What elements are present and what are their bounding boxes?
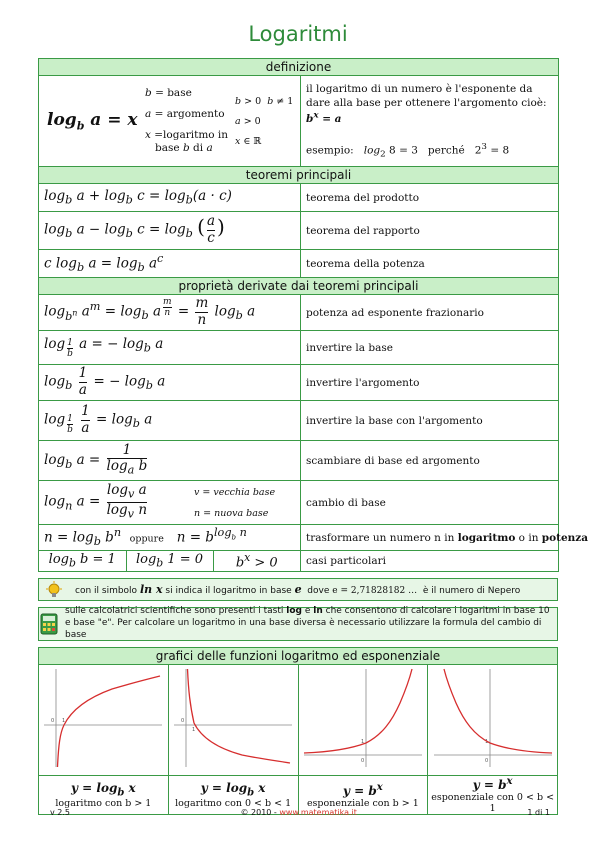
- axis-zero-label: 0: [181, 718, 185, 724]
- property-transform-desc: trasformare un numero n in logaritmo o in potenza: [301, 525, 559, 551]
- graph-exp-b-lt-1: [428, 665, 558, 776]
- axis-one-label: 1: [192, 727, 196, 733]
- theorem-product-formula: $\log_b a + \log_b c = \log_b(a \cdot c)$: [39, 184, 301, 212]
- property-swap-formula: $\log_b a$ = $\frac{1}{\log_a b}$: [39, 441, 301, 481]
- page-title: Logaritmi: [248, 22, 348, 46]
- special-case-3: $b^x > 0$: [235, 551, 278, 571]
- note-calculator: sulle calcolatrici scientifiche sono presenti i tasti log e ln che consentono di calcolare i logaritmi in base 10 e base "e". Per calcolare un logaritmo in una base diversa è necessario utilizzare la formula del cambio di base: [38, 607, 558, 641]
- property-fractional-formula: $\log_{b^n} a^m = \log_b a$ $^{\frac{m}{n}}$ = $\frac{m}{n}$ $\log_b a$: [39, 295, 301, 331]
- graph-log-b-gt-1: [39, 665, 169, 776]
- axis-one-label: 1: [360, 739, 365, 745]
- property-change-base-desc: cambio di base: [301, 481, 559, 525]
- property-invert-both-desc: invertire la base con l'argomento: [301, 401, 559, 441]
- theorem-power-desc: teorema della potenza: [301, 250, 559, 278]
- log-curve-increasing: [58, 676, 161, 767]
- graphs-table: [38, 647, 558, 815]
- note-natural-log: con il simbolo ln x si indica il logaritmo in base e dove e = 2,71828182 … è il numero di Nepero: [38, 578, 558, 601]
- graph-desc-4: esponenziale con 0 < b < 1: [431, 792, 555, 814]
- graph-label-1: $y = \log_b x$: [71, 780, 136, 799]
- section-header-definizione: definizione: [39, 59, 559, 76]
- axis-one-label: 1: [484, 739, 488, 745]
- formula-sheet: [38, 58, 589, 815]
- property-invert-argument-formula: $\log_b$ $\frac{1}{a}$ = − $\log_b a$: [39, 365, 301, 401]
- definition-example: esempio: $\log_2 8 = 3$ perché $2^3 = 8$: [306, 142, 510, 160]
- axis-zero-label: 0: [51, 718, 55, 724]
- old-base-note: v = vecchia base: [194, 486, 276, 498]
- exp-curve-decreasing: [444, 669, 552, 753]
- special-case-1: $\log_b b = 1$: [39, 551, 126, 571]
- graph-exp-increasing-svg: [300, 665, 426, 771]
- definition-text: il logaritmo di un numero è l'esponente da dare alla base per ottenere l'argomento cioè:: [306, 83, 547, 110]
- footer-page: 1 di 1: [527, 808, 550, 817]
- section-header-teoremi: teoremi principali: [39, 167, 559, 184]
- cond-b: b > 0 b ≠ 1: [235, 95, 294, 107]
- footer-version: v 2.5: [50, 808, 70, 817]
- footer-site-link[interactable]: www.matematika.it: [279, 808, 357, 817]
- graph-log-increasing-svg: [40, 665, 166, 771]
- section-header-grafici: grafici delle funzioni logaritmo ed esponenziale: [39, 648, 558, 665]
- page-footer: [50, 808, 550, 817]
- exp-curve-increasing: [304, 669, 412, 753]
- graph-desc-2: logaritmo con 0 < b < 1: [175, 798, 292, 810]
- property-change-base-formula: $\log_n a$ = $\frac{\log_v a}{\log_v n}$: [44, 482, 148, 521]
- property-invert-argument-desc: invertire l'argomento: [301, 365, 559, 401]
- definition-cell: [39, 76, 301, 167]
- graph-label-2: $y = \log_b x$: [200, 780, 266, 799]
- definition-conditions: [235, 96, 299, 147]
- property-invert-both-formula: log $_{\frac{1}{b}}$ $\frac{1}{a}$ = $\log_b a$: [39, 401, 301, 441]
- lightbulb-icon: [39, 581, 69, 599]
- graph-log-decreasing-svg: [170, 665, 296, 771]
- calculator-icon: [39, 613, 59, 635]
- special-cases-desc: casi particolari: [301, 551, 559, 572]
- var-b-label: = base: [155, 87, 192, 100]
- log-curve-decreasing: [188, 669, 291, 763]
- definition-vars: b = base a = argomento x =logaritmo in base b di a: [145, 87, 229, 154]
- new-base-note: n = nuova base: [194, 507, 269, 519]
- property-change-base-cell: [39, 481, 301, 525]
- definition-formula: $\log_b a = x$: [47, 109, 138, 133]
- property-invert-base-desc: invertire la base: [301, 331, 559, 365]
- property-invert-base-formula: log $_{\frac{1}{b}}$ a = − $\log_b a$: [39, 331, 301, 365]
- graph-desc-3: esponenziale con b > 1: [306, 797, 419, 809]
- cond-a: a > 0: [235, 115, 261, 127]
- graph-exp-b-gt-1: [298, 665, 428, 776]
- property-transform-formula: $n = \log_b b^n$ oppure $n = b^{log_b n}$: [39, 525, 301, 551]
- special-cases-cell: [39, 551, 301, 572]
- graph-log-b-lt-1: [168, 665, 298, 776]
- footer-copyright: © 2010 - www.matematika.it: [240, 808, 357, 817]
- graph-label-4: $y = b^x$: [472, 776, 513, 792]
- property-fractional-desc: potenza ad esponente frazionario: [301, 295, 559, 331]
- theorem-product-desc: teorema del prodotto: [301, 184, 559, 212]
- axis-zero-label: 0: [484, 758, 488, 764]
- theorem-power-formula: c $\log_b a = \log_b a^c$: [39, 250, 301, 278]
- axis-zero-label: 0: [360, 758, 365, 764]
- graph-desc-1: logaritmo con b > 1: [55, 798, 152, 810]
- theorem-quotient-formula: $\log_b a - \log_b c = \log_b$ ( $\frac{a}{c}$ ): [39, 212, 301, 250]
- definition-text-cell: il logaritmo di un numero è l'esponente da dare alla base per ottenere l'argomento cioè: $b^x = a$ esempio: $\log_2 8 = 3$ perché $2^3 = 8$: [301, 76, 559, 167]
- var-a-label: = argomento: [154, 108, 225, 121]
- logarithm-table: [38, 58, 589, 572]
- graph-exp-decreasing-svg: [430, 665, 556, 771]
- section-header-proprieta: proprietà derivate dai teoremi principali: [39, 278, 559, 295]
- cond-x: x ∈ ℝ: [235, 135, 262, 147]
- special-cases-table: [39, 551, 300, 571]
- axis-one-label: 1: [62, 718, 66, 724]
- special-case-2: $\log_b 1 = 0$: [126, 551, 213, 571]
- graph-label-3: $y = b^x$: [343, 781, 383, 798]
- theorem-quotient-desc: teorema del rapporto: [301, 212, 559, 250]
- property-swap-desc: scambiare di base ed argomento: [301, 441, 559, 481]
